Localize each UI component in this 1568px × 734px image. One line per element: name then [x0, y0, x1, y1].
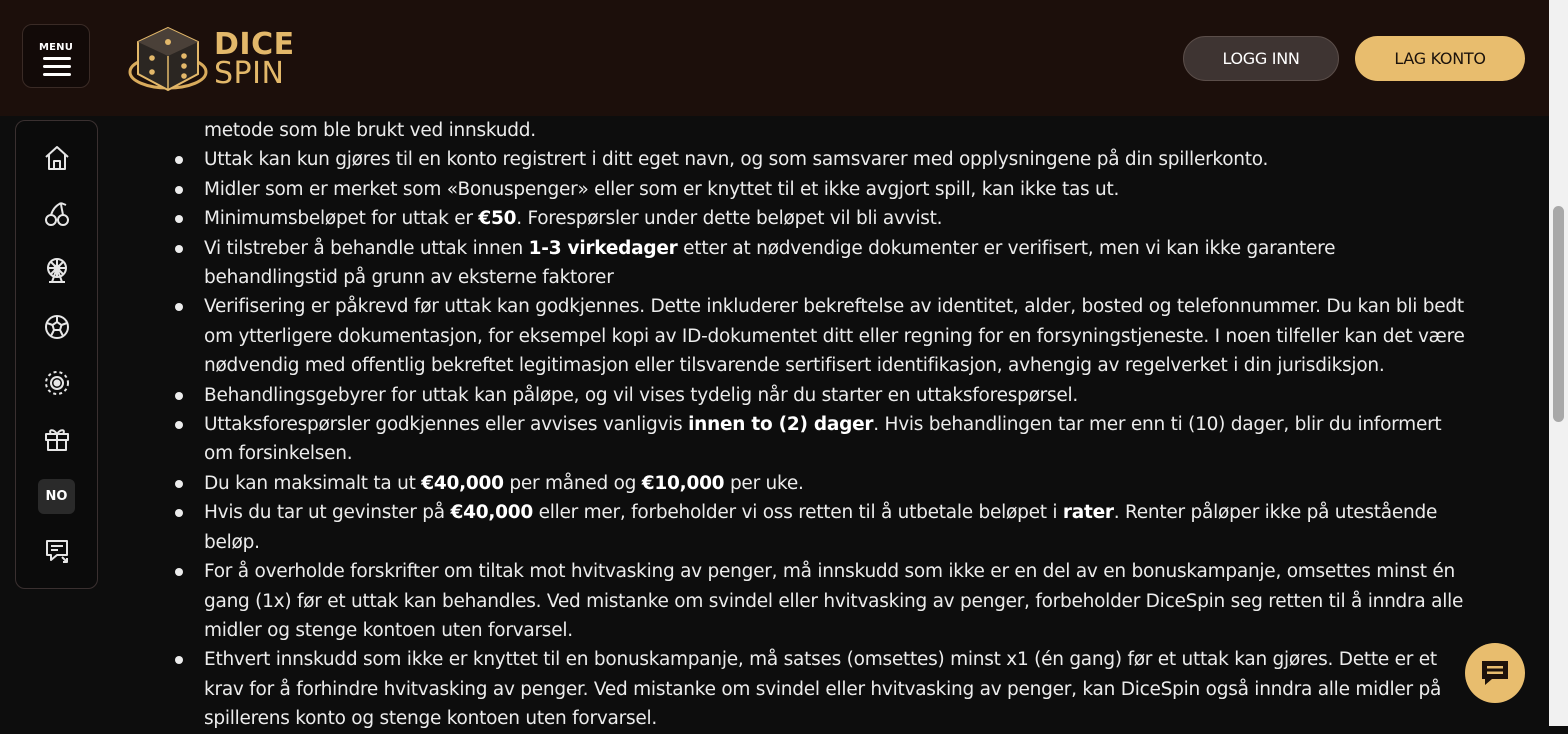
- list-item: [172, 204, 1472, 233]
- list-item-text: . Forespørsler under dette beløpet vil bli avvist.: [516, 208, 943, 230]
- sidebar-nav: [15, 120, 98, 589]
- sidebar-item-home[interactable]: [37, 138, 77, 178]
- emphasis-text: €40,000: [450, 502, 533, 524]
- language-selector[interactable]: NO: [38, 479, 75, 514]
- list-item-text: etter at nødvendige dokumenter er verifisert, men vi kan ikke garantere behandlingstid på grunn av eksterne faktorer: [204, 237, 1336, 289]
- list-item: [172, 175, 1472, 204]
- menu-label: MENU: [38, 42, 74, 53]
- chat-support-icon: [43, 537, 71, 565]
- emphasis-text: €40,000: [421, 472, 504, 494]
- list-item: [172, 381, 1472, 410]
- list-item-text: Uttaksforespørsler godkjennes eller avvises vanligvis: [204, 414, 689, 436]
- list-item-text: Ethvert innskudd som ikke er knyttet til en bonuskampanje, må satses (omsettes) minst x1 (én gang) før et uttak kan gjøres. Dette er et krav for å forhindre hvitvasking av penger. Ved mistanke om svindel eller hvitvasking av penger, kan DiceSpin også inndra alle midler på spillerens konto og stenge kontoen uten forvarsel.: [204, 649, 1442, 730]
- sidebar-item-casino[interactable]: [37, 250, 77, 290]
- top-header: [0, 0, 1549, 116]
- emphasis-text: rater: [1062, 502, 1114, 524]
- list-item: [172, 498, 1472, 557]
- list-item-continuation: metode som ble brukt ved innskudd.: [204, 120, 536, 141]
- list-item-text: per måned og: [503, 472, 642, 494]
- chat-bubble-icon: [1479, 658, 1511, 688]
- list-item-text: Uttak kan kun gjøres til en konto registrert i ditt eget navn, og som samsvarer med opplysningene på din spillerkonto.: [204, 149, 1269, 171]
- list-item-text: eller mer, forbeholder vi oss retten til å utbetale beløpet i: [532, 502, 1063, 524]
- list-item-text: Midler som er merket som «Bonuspenger» eller som er knyttet til et ikke avgjort spill, kan ikke tas ut.: [204, 178, 1120, 200]
- emphasis-text: innen to (2) dager: [688, 414, 874, 436]
- list-item-text: Behandlingsgebyrer for uttak kan påløpe, og vil vises tydelig når du starter en uttaksforespørsel.: [204, 384, 1079, 406]
- scrollbar-thumb[interactable]: [1553, 206, 1564, 422]
- list-item-text: Du kan maksimalt ta ut: [204, 472, 422, 494]
- signup-button[interactable]: LAG KONTO: [1355, 36, 1525, 81]
- ferris-wheel-icon: [43, 256, 71, 284]
- live-radar-icon: [43, 369, 71, 397]
- list-item: [172, 145, 1472, 174]
- logo-text-spin: SPIN: [214, 56, 285, 91]
- logo[interactable]: [128, 22, 298, 98]
- withdrawal-terms-list: [172, 145, 1472, 733]
- dice-logo-icon: [128, 22, 214, 98]
- list-item: [172, 234, 1472, 293]
- list-item: [172, 469, 1472, 498]
- live-chat-button[interactable]: [1465, 643, 1525, 703]
- logo-text-dice: DICE: [214, 27, 295, 62]
- sidebar-item-sports[interactable]: [37, 307, 77, 347]
- emphasis-text: €50: [478, 208, 517, 230]
- sidebar-item-support[interactable]: [37, 531, 77, 571]
- list-item-text: For å overholde forskrifter om tiltak mot hvitvasking av penger, må innskudd som ikke er en del av en bonuskampanje, omsettes minst én gang (1x) før et uttak kan behandles. Ved mistanke om svindel eller hvitvasking av penger, forbeholder DiceSpin seg retten til å inndra alle midler og stenge kontoen uten forvarsel.: [204, 561, 1464, 641]
- emphasis-text: €10,000: [641, 472, 725, 494]
- list-item-text: Hvis du tar ut gevinster på: [204, 502, 451, 524]
- login-button[interactable]: LOGG INN: [1183, 36, 1339, 81]
- gift-icon: [43, 425, 71, 453]
- terms-content: [172, 116, 1472, 734]
- list-item-text: Minimumsbeløpet for uttak er: [204, 208, 479, 230]
- list-item: [172, 557, 1472, 645]
- list-item: [172, 645, 1472, 733]
- football-icon: [43, 313, 71, 341]
- list-item-text: . Hvis behandlingen tar mer enn ti (10) dager, blir du informert om forsinkelsen.: [204, 414, 1442, 465]
- list-item-text: . Renter påløper ikke på utestående beløp.: [204, 502, 1438, 553]
- home-icon: [43, 144, 71, 172]
- list-item: [172, 292, 1472, 380]
- sidebar-item-promotions[interactable]: [37, 419, 77, 459]
- page-scrollbar[interactable]: [1549, 0, 1568, 726]
- emphasis-text: 1-3 virkedager: [528, 237, 678, 259]
- cherries-icon: [43, 200, 71, 228]
- list-item-text: Vi tilstreber å behandle uttak innen: [204, 237, 529, 259]
- list-item: [172, 410, 1472, 469]
- menu-button[interactable]: [22, 24, 90, 88]
- list-item-text: Verifisering er påkrevd før uttak kan godkjennes. Dette inkluderer bekreftelse av identitet, alder, bosted og telefonnummer. Du kan bli bedt om ytterligere dokumentasjon, for eksempel kopi av ID-dokumentet ditt eller regning for en forsyningstjeneste. I noen tilfeller kan det være nødvendig med offentlig bekreftet legitimasjon eller tilsvarende sertifisert identifikasjon, avhengig av regelverket i din jurisdiksjon.: [204, 296, 1465, 377]
- hamburger-icon: [43, 57, 71, 81]
- list-item-text: per uke.: [724, 472, 804, 494]
- sidebar-item-slots[interactable]: [37, 194, 77, 234]
- sidebar-item-live[interactable]: [37, 363, 77, 403]
